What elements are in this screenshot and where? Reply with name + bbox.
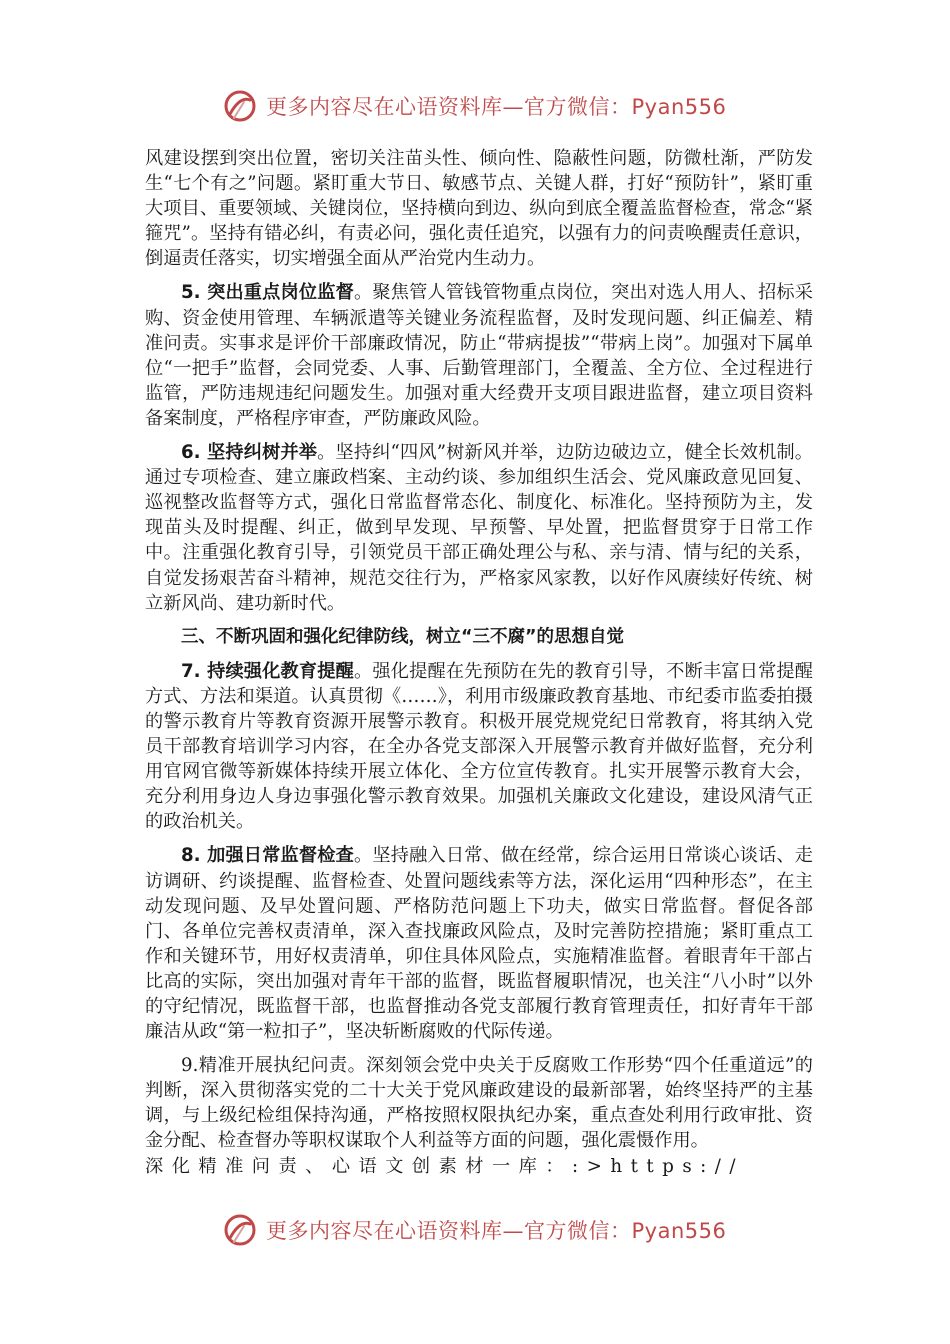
watermark-text: 更多内容尽在心语资料库—官方微信：Pyan556 bbox=[266, 1219, 727, 1243]
document-body bbox=[145, 146, 813, 1179]
paragraph-item-5 bbox=[145, 280, 813, 431]
item-5-title: 5. 突出重点岗位监督 bbox=[181, 282, 355, 304]
paragraph-item-6 bbox=[145, 440, 813, 616]
watermark-header bbox=[222, 84, 742, 128]
item-8-title: 8. 加强日常监督检查 bbox=[181, 845, 355, 867]
brush-swirl-logo-icon bbox=[222, 1212, 258, 1248]
brush-swirl-logo-icon bbox=[222, 88, 258, 124]
section-3-heading: 三、不断巩固和强化纪律防线，树立“三不腐”的思想自觉 bbox=[181, 626, 625, 647]
paragraph-continuation: 风建设摆到突出位置，密切关注苗头性、倾向性、隐蔽性问题，防微杜渐，严防发生“七个有之”问题。紧盯重大节日、敏感节点、关键人群，打好“预防针”，紧盯重大项目、重要领域、关键岗位，坚持横向到边、纵向到底全覆盖监督检查，常念“紧箍咒”。坚持有错必纠，有责必问，强化责任追究，以强有力的问责唤醒责任意识，倒逼责任落实，切实增强全面从严治党内生动力。 bbox=[145, 148, 813, 270]
paragraph-item-9-tail: 深化精准问责、心语文创素材一库：:>https:// bbox=[145, 1155, 745, 1177]
paragraph-item-8 bbox=[145, 843, 813, 1044]
paragraph-item-7 bbox=[145, 659, 813, 835]
item-7-text: 。强化提醒在先预防在先的教育引导，不断丰富日常提醒方式、方法和渠道。认真贯彻《……》，利用市级廉政教育基地、市纪委市监委拍摄的警示教育片等教育资源开展警示教育。积极开展党规党纪日常教育，将其纳入党员干部教育培训学习内容，在全办各党支部深入开展警示教育并做好监督，充分利用官网官微等新媒体持续开展立体化、全方位宣传教育。扎实开展警示教育大会，充分利用身边人身边事强化警示教育效果。加强机关廉政文化建设，建设风清气正的政治机关。 bbox=[145, 660, 813, 833]
watermark-text: 更多内容尽在心语资料库—官方微信：Pyan556 bbox=[266, 95, 727, 119]
paragraph-item-9 bbox=[145, 1053, 813, 1153]
item-7-title: 7. 持续强化教育提醒 bbox=[181, 660, 355, 682]
item-9-text: 9.精准开展执纪问责。深刻领会党中央关于反腐败工作形势“四个任重道远”的判断，深入贯彻落实党的二十大关于党风廉政建设的最新部署，始终坚持严的主基调，与上级纪检组保持沟通，严格按照权限执纪办案，重点查处利用行政审批、资金分配、检查督办等职权谋取个人利益等方面的问题，强化震慑作用。 bbox=[145, 1055, 813, 1152]
item-8-text: 。坚持融入日常、做在经常，综合运用日常谈心谈话、走访调研、约谈提醒、监督检查、处置问题线索等方法，深化运用“四种形态”，在主动发现问题、及早处置问题、严格防范问题上下功夫，做实日常监督。督促各部门、各单位完善权责清单，深入查找廉政风险点，及时完善防控措施；紧盯重点工作和关键环节，用好权责清单，卯住具体风险点，实施精准监督。着眼青年干部占比高的实际，突出加强对青年干部的监督，既监督履职情况，也关注“八小时”以外的守纪情况，既监督干部，也监督推动各党支部履行教育管理责任，扣好青年干部廉洁从政“第一粒扣子”，坚决斩断腐败的代际传递。 bbox=[145, 845, 813, 1043]
item-5-text: 。聚焦管人管钱管物重点岗位，突出对选人用人、招标采购、资金使用管理、车辆派遣等关键业务流程监督，及时发现问题、纠正偏差、精准问责。实事求是评价干部廉政情况，防止“带病提拔”“带病上岗”。加强对下属单位“一把手”监督，会同党委、人事、后勤管理部门，全覆盖、全方位、全过程进行监管，严防违规违纪问题发生。加强对重大经费开支项目跟进监督，建立项目资料备案制度，严格程序审查，严防廉政风险。 bbox=[145, 282, 813, 429]
item-6-text: 。坚持纠“四风”树新风并举，边防边破边立，健全长效机制。通过专项检查、建立廉政档案、主动约谈、参加组织生活会、党风廉政意见回复、巡视整改监督等方式，强化日常监督常态化、制度化、标准化。坚持预防为主，发现苗头及时提醒、纠正，做到早发现、早预警、早处置，把监督贯穿于日常工作中。注重强化教育引导，引领党员干部正确处理公与私、亲与清、情与纪的关系，自觉发扬艰苦奋斗精神，规范交往行为，严格家风家教，以好作风赓续好传统、树立新风尚、建功新时代。 bbox=[145, 442, 813, 614]
item-6-title: 6. 坚持纠树并举 bbox=[181, 442, 318, 464]
watermark-footer bbox=[222, 1208, 742, 1252]
